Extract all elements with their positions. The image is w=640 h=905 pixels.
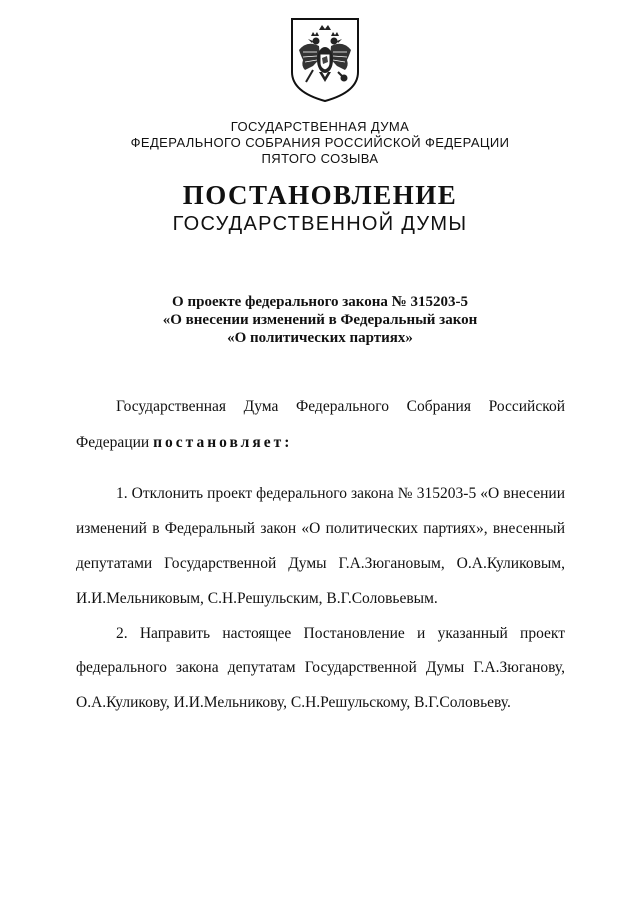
preamble-federation-text: Федерации: [76, 434, 154, 451]
preamble-line-1: Государственная Дума Федерального Собрания Российской: [116, 398, 565, 415]
paragraph-1-line-3: депутатами Государственной Думы Г.А.Зюгановым, О.А.Куликовым,: [76, 555, 565, 572]
header-chamber-name: ГОСУДАРСТВЕННАЯ ДУМА: [230, 119, 410, 134]
subject-line-1: О проекте федерального закона № 315203-5: [172, 294, 468, 310]
header-assembly-name: ФЕДЕРАЛЬНОГО СОБРАНИЯ РОССИЙСКОЙ ФЕДЕРАЦИИ: [130, 135, 510, 150]
paragraph-2-line-2: федерального закона депутатам Государственной Думы Г.А.Зюганову,: [76, 659, 565, 676]
subject-line-3: «О политических партиях»: [227, 330, 413, 346]
preamble-line-2: [76, 434, 565, 452]
resolves-keyword: постановляет:: [153, 434, 293, 451]
header-convocation: ПЯТОГО СОЗЫВА: [261, 151, 379, 166]
coat-of-arms-icon: [289, 16, 361, 104]
paragraph-1-line-1: 1. Отклонить проект федерального закона № 315203-5 «О внесении: [116, 485, 565, 502]
document-subtitle: ГОСУДАРСТВЕННОЙ ДУМЫ: [172, 213, 468, 235]
paragraph-1-line-2: изменений в Федеральный закон «О политических партиях», внесенный: [76, 520, 565, 537]
paragraph-1-line-4: И.И.Мельниковым, С.Н.Решульским, В.Г.Соловьевым.: [76, 590, 438, 607]
paragraph-2-line-1: 2. Направить настоящее Постановление и указанный проект: [116, 625, 565, 642]
subject-line-2: «О внесении изменений в Федеральный закон: [162, 312, 478, 328]
document-title: ПОСТАНОВЛЕНИЕ: [182, 180, 458, 210]
paragraph-2-line-3: О.А.Куликову, И.И.Мельникову, С.Н.Решульскому, В.Г.Соловьеву.: [76, 694, 511, 711]
